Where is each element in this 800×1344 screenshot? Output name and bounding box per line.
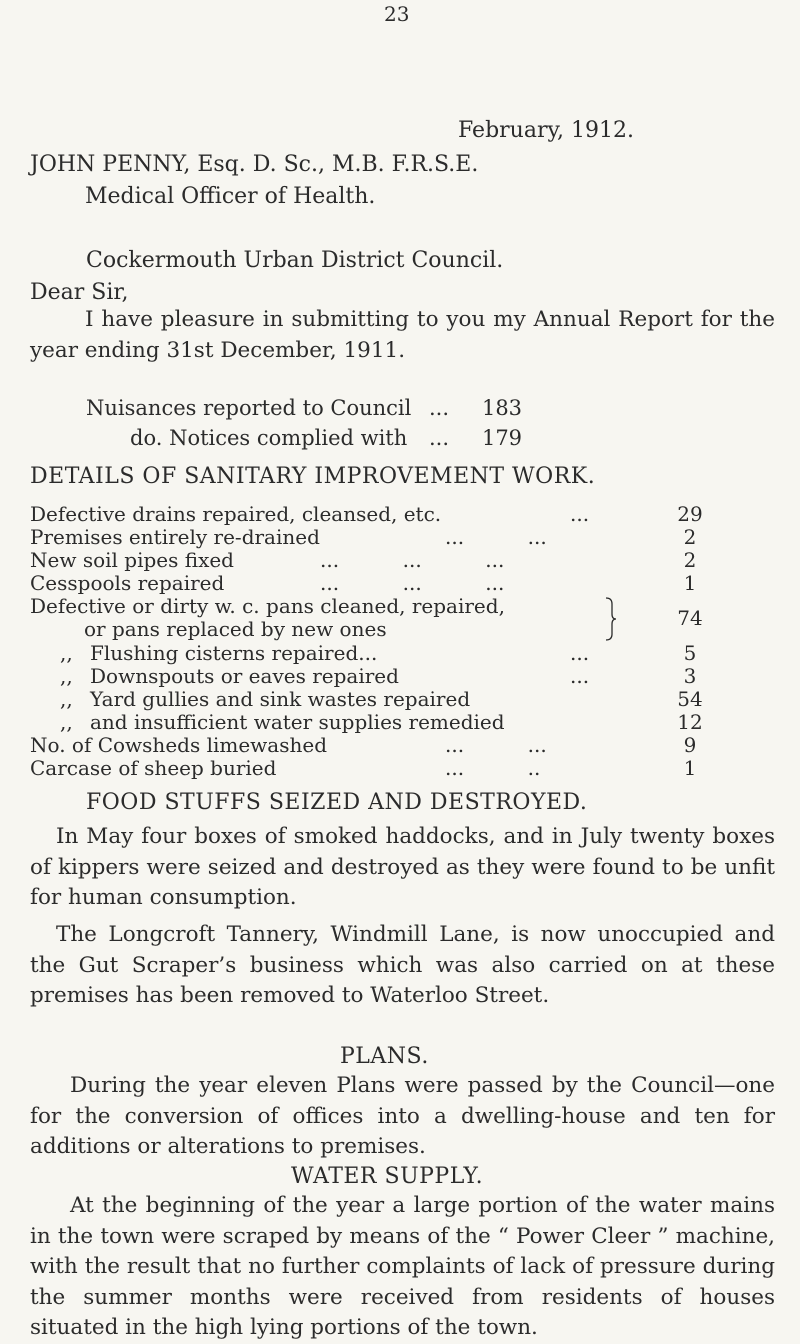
- sanitary-row: [30, 594, 775, 618]
- intro-paragraph: I have pleasure in submitting to you my Annual Report for the year ending 31st December, 1911.: [30, 307, 775, 363]
- ditto-mark: ,,: [60, 641, 73, 665]
- sanitary-value: 2: [683, 525, 697, 549]
- council-name: Cockermouth Urban District Council.: [86, 248, 504, 273]
- sanitary-label: Defective drains repaired, cleansed, etc.: [30, 502, 442, 526]
- sanitary-label: Defective or dirty w. c. pans cleaned, repaired,: [30, 594, 505, 618]
- tannery-paragraph: The Longcroft Tannery, Windmill Lane, is now unoccupied and the Gut Scraper’s business which was also carried on at these premises has been removed to Waterloo Street.: [30, 922, 775, 1008]
- ditto-mark: ,,: [60, 664, 73, 688]
- sanitary-value: 74: [677, 606, 703, 630]
- water-paragraph: At the beginning of the year a large portion of the water mains in the town were scraped by means of the “ Power Cleer ” machine, with the result that no further complaints of lack of pressure during the summer months were received from residents of houses situated in the high lying portions of the town.: [30, 1193, 775, 1340]
- nuisance-value: 183: [481, 396, 523, 420]
- sanitary-row: [30, 548, 775, 572]
- sanitary-row: [30, 571, 775, 595]
- plans-heading: PLANS.: [340, 1044, 429, 1069]
- sanitary-label: and insufficient water supplies remedied: [90, 710, 505, 734]
- sanitary-dots: ...: [570, 502, 590, 526]
- ditto-mark: ,,: [60, 710, 73, 734]
- sanitary-label: Carcase of sheep buried: [30, 756, 277, 780]
- sanitary-row: [30, 710, 775, 734]
- water-heading: WATER SUPPLY.: [291, 1164, 484, 1189]
- sanitary-value: 5: [683, 641, 697, 665]
- sanitary-dots: ... ...: [445, 733, 547, 757]
- sanitary-row: [30, 756, 775, 780]
- sanitary-dots: ... ...: [445, 525, 547, 549]
- sanitary-label: Premises entirely re-drained: [30, 525, 320, 549]
- sanitary-value: 1: [683, 571, 697, 595]
- sanitary-value: 9: [683, 733, 697, 757]
- salutation: Dear Sir,: [30, 280, 129, 305]
- nuisance-row: [30, 396, 775, 420]
- nuisance-label: do. Notices complied with: [130, 426, 408, 450]
- sanitary-dots: ...: [570, 664, 590, 688]
- sanitary-row: [30, 733, 775, 757]
- sanitary-label: Flushing cisterns repaired...: [90, 641, 378, 665]
- nuisance-dots: ...: [429, 426, 450, 450]
- nuisance-row: [30, 426, 775, 450]
- ditto-mark: ,,: [60, 687, 73, 711]
- page-number: 23: [384, 2, 410, 26]
- sanitary-label: Cesspools repaired: [30, 571, 225, 595]
- brace-icon: [604, 596, 618, 642]
- sanitary-label: Yard gullies and sink wastes repaired: [90, 687, 471, 711]
- sanitary-dots: ... ... ...: [320, 571, 505, 595]
- sanitary-value: 29: [677, 502, 703, 526]
- food-heading: FOOD STUFFS SEIZED AND DESTROYED.: [86, 790, 588, 815]
- plans-paragraph: During the year eleven Plans were passed by the Council—one for the conversion of offices into a dwelling-house and ten for additions or alterations to premises.: [30, 1073, 775, 1159]
- sanitary-row: [30, 525, 775, 549]
- sanitary-value: 2: [683, 548, 697, 572]
- sanitary-row: [30, 502, 775, 526]
- nuisance-value: 179: [481, 426, 523, 450]
- sanitary-value: 3: [683, 664, 697, 688]
- sanitary-dots: ... ..: [445, 756, 541, 780]
- food-paragraph: In May four boxes of smoked haddocks, and in July twenty boxes of kippers were seized and destroyed as they were found to be unfit for human consumption.: [30, 824, 775, 910]
- letter-date: February, 1912.: [458, 118, 634, 143]
- sanitary-row: [30, 687, 775, 711]
- sanitary-label: No. of Cowsheds limewashed: [30, 733, 327, 757]
- nuisance-dots: ...: [429, 396, 450, 420]
- addressee-name: JOHN PENNY, Esq. D. Sc., M.B. F.R.S.E.: [30, 152, 479, 177]
- sanitary-label: New soil pipes fixed: [30, 548, 234, 572]
- sanitary-dots: ...: [570, 641, 590, 665]
- sanitary-label-continued: or pans replaced by new ones: [84, 617, 387, 641]
- sanitary-value: 54: [677, 687, 703, 711]
- sanitary-label: Downspouts or eaves repaired: [90, 664, 399, 688]
- sanitary-row: [30, 664, 775, 688]
- sanitary-dots: ... ... ...: [320, 548, 505, 572]
- sanitary-value: 1: [683, 756, 697, 780]
- sanitary-row: [30, 641, 775, 665]
- addressee-title: Medical Officer of Health.: [85, 184, 376, 209]
- nuisance-label: Nuisances reported to Council: [86, 396, 412, 420]
- sanitary-heading: DETAILS OF SANITARY IMPROVEMENT WORK.: [30, 464, 596, 489]
- sanitary-value: 12: [677, 710, 703, 734]
